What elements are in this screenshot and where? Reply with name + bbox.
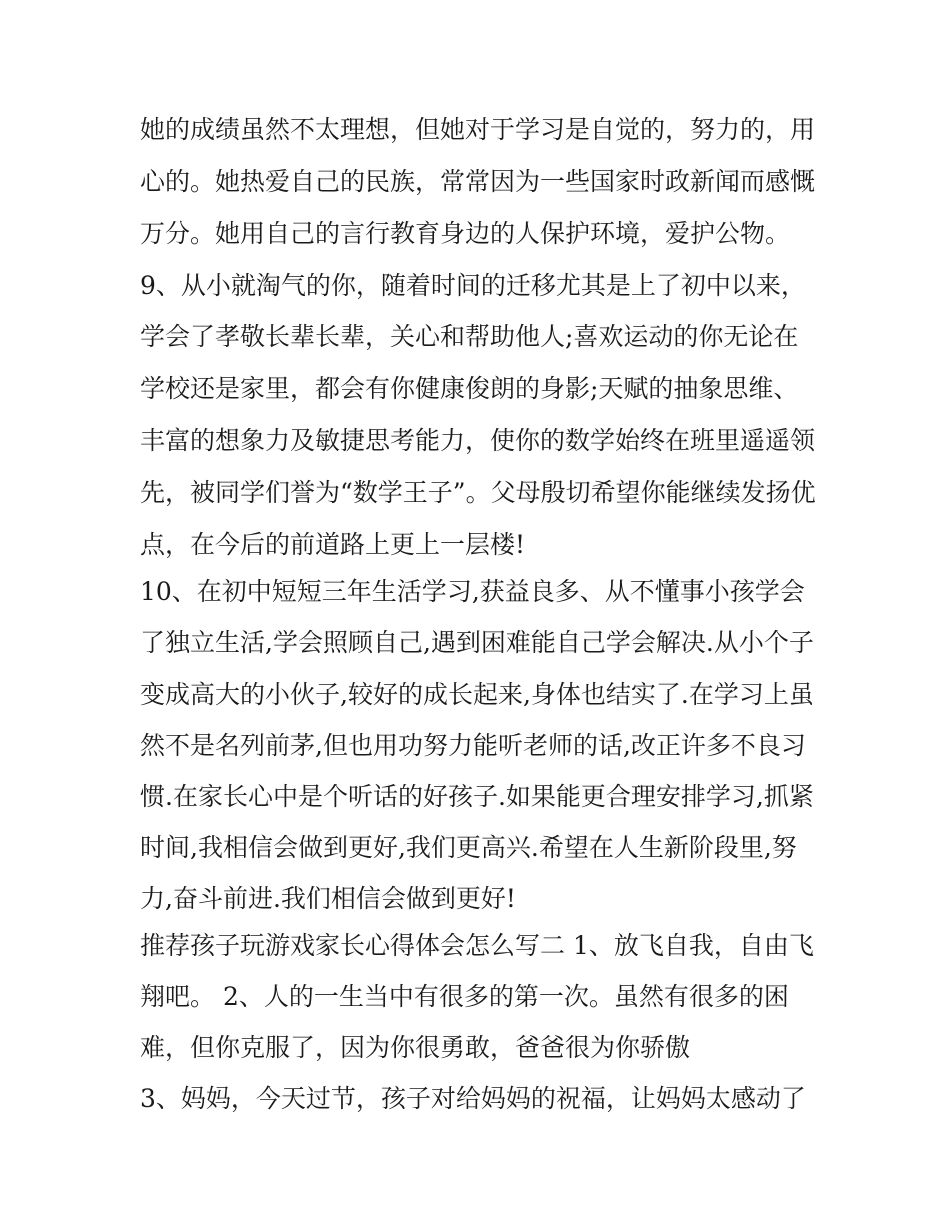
text-line: 3、妈妈，今天过节，孩子对给妈妈的祝福，让妈妈太感动了 [140, 1084, 806, 1113]
text-line: 惯.在家长心中是个听话的好孩子.如果能更合理安排学习,抓紧 [140, 782, 814, 811]
text-line: 她的成绩虽然不太理想，但她对于学习是自觉的，努力的，用 [140, 115, 816, 144]
text-line: 先，被同学们誉为“数学王子”。父母殷切希望你能继续发扬优 [140, 478, 816, 507]
text-line: 推荐孩子玩游戏家长心得体会怎么写二 1、放飞自我，自由飞 [140, 931, 814, 960]
text-line: 点，在今后的前道路上更上一层楼! [140, 530, 526, 559]
text-line: 学校还是家里，都会有你健康俊朗的身影;天赋的抽象思维、 [140, 374, 799, 403]
text-line: 学会了孝敬长辈长辈，关心和帮助他人;喜欢运动的你无论在 [140, 322, 799, 351]
text-line: 9、从小就淘气的你，随着时间的迁移尤其是上了初中以来， [140, 271, 806, 300]
text-line: 心的。她热爱自己的民族，常常因为一些国家时政新闻而感慨 [140, 167, 816, 196]
text-line: 然不是名列前茅,但也用功努力能听老师的话,改正许多不良习 [140, 731, 806, 760]
text-line: 万分。她用自己的言行教育身边的人保护环境，爱护公物。 [140, 219, 791, 248]
text-line: 了独立生活,学会照顾自己,遇到困难能自己学会解决.从小个子 [140, 628, 814, 657]
text-line: 时间,我相信会做到更好,我们更高兴.希望在人生新阶段里,努 [140, 833, 797, 862]
text-line: 丰富的想象力及敏捷思考能力，使你的数学始终在班里遥遥领 [140, 426, 816, 455]
text-line: 10、在初中短短三年生活学习,获益良多、从不懂事小孩学会 [140, 577, 805, 606]
text-line: 难，但你克服了，因为你很勇敢，爸爸很为你骄傲 [140, 1033, 691, 1062]
text-line: 变成高大的小伙子,较好的成长起来,身体也结实了.在学习上虽 [140, 680, 814, 709]
text-line: 力,奋斗前进.我们相信会做到更好! [140, 884, 516, 913]
text-line: 翔吧。 2、人的一生当中有很多的第一次。虽然有很多的困 [140, 982, 789, 1011]
